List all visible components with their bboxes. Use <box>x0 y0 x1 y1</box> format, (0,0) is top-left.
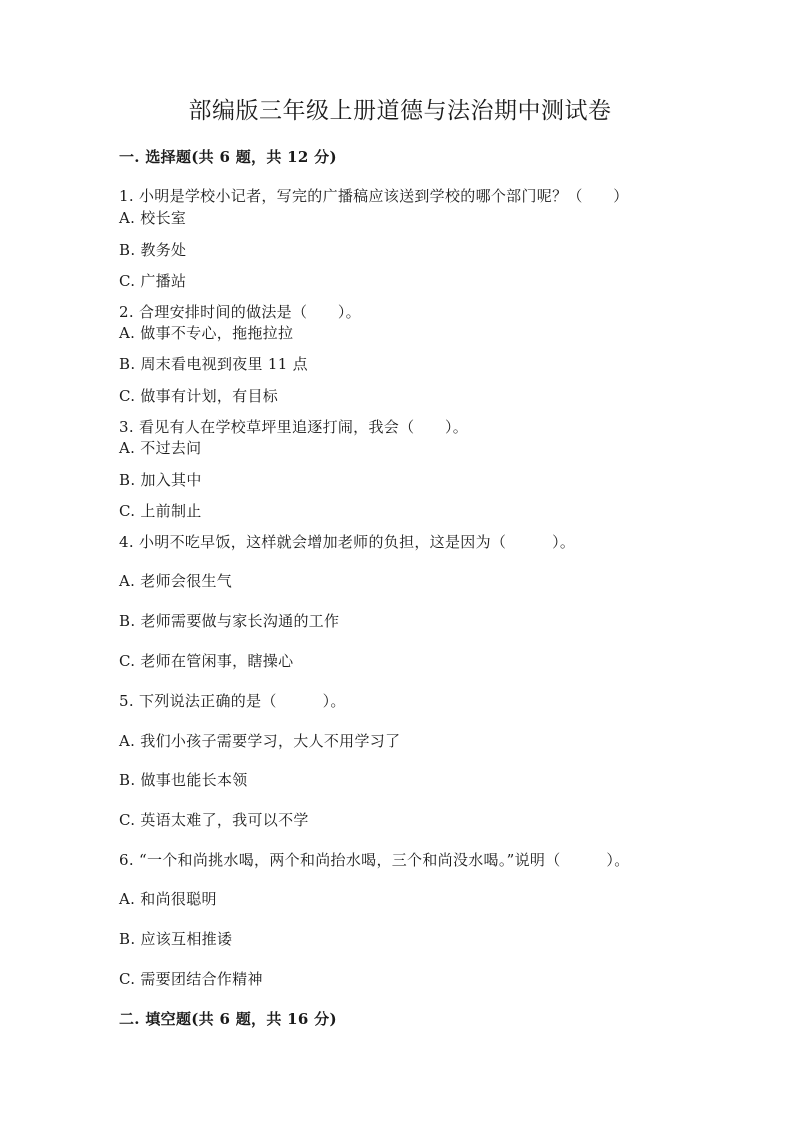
question-1-option-b: B. 教务处 <box>119 241 187 259</box>
question-2-option-c: C. 做事有计划，有目标 <box>119 387 279 405</box>
question-4-stem: 4. 小明不吃早饭，这样就会增加老师的负担，这是因为（ ）。 <box>119 533 576 551</box>
question-4-option-c: C. 老师在管闲事，瞎操心 <box>119 652 294 670</box>
page-title: 部编版三年级上册道德与法治期中测试卷 <box>188 98 612 124</box>
question-4-option-b: B. 老师需要做与家长沟通的工作 <box>119 612 340 630</box>
question-5-option-b: B. 做事也能长本领 <box>119 771 248 789</box>
section-heading-fill-in: 二. 填空题(共 6 题，共 16 分) <box>119 1010 337 1028</box>
question-6-option-c: C. 需要团结合作精神 <box>119 970 263 988</box>
question-3-option-a: A. 不过去问 <box>119 439 202 457</box>
question-5-option-a: A. 我们小孩子需要学习，大人不用学习了 <box>119 732 401 750</box>
question-3-option-c: C. 上前制止 <box>119 502 202 520</box>
question-4-option-a: A. 老师会很生气 <box>119 572 233 590</box>
section-heading-choice: 一. 选择题(共 6 题，共 12 分) <box>119 148 337 166</box>
question-2-option-a: A. 做事不专心，拖拖拉拉 <box>119 324 294 342</box>
question-6-option-b: B. 应该互相推诿 <box>119 930 233 948</box>
question-1-option-a: A. 校长室 <box>119 209 187 227</box>
question-5-option-c: C. 英语太难了，我可以不学 <box>119 811 309 829</box>
question-2-option-b: B. 周末看电视到夜里 11 点 <box>119 355 308 373</box>
question-6-option-a: A. 和尚很聪明 <box>119 890 217 908</box>
question-5-stem: 5. 下列说法正确的是（ ）。 <box>119 692 346 710</box>
question-2-stem: 2. 合理安排时间的做法是（ ）。 <box>119 303 361 321</box>
question-1-option-c: C. 广播站 <box>119 272 187 290</box>
question-1-stem: 1. 小明是学校小记者，写完的广播稿应该送到学校的哪个部门呢？（ ） <box>119 187 629 205</box>
question-3-stem: 3. 看见有人在学校草坪里追逐打闹，我会（ ）。 <box>119 418 469 436</box>
question-3-option-b: B. 加入其中 <box>119 471 202 489</box>
question-6-stem: 6. “一个和尚挑水喝，两个和尚抬水喝，三个和尚没水喝。”说明（ ）。 <box>119 851 630 869</box>
